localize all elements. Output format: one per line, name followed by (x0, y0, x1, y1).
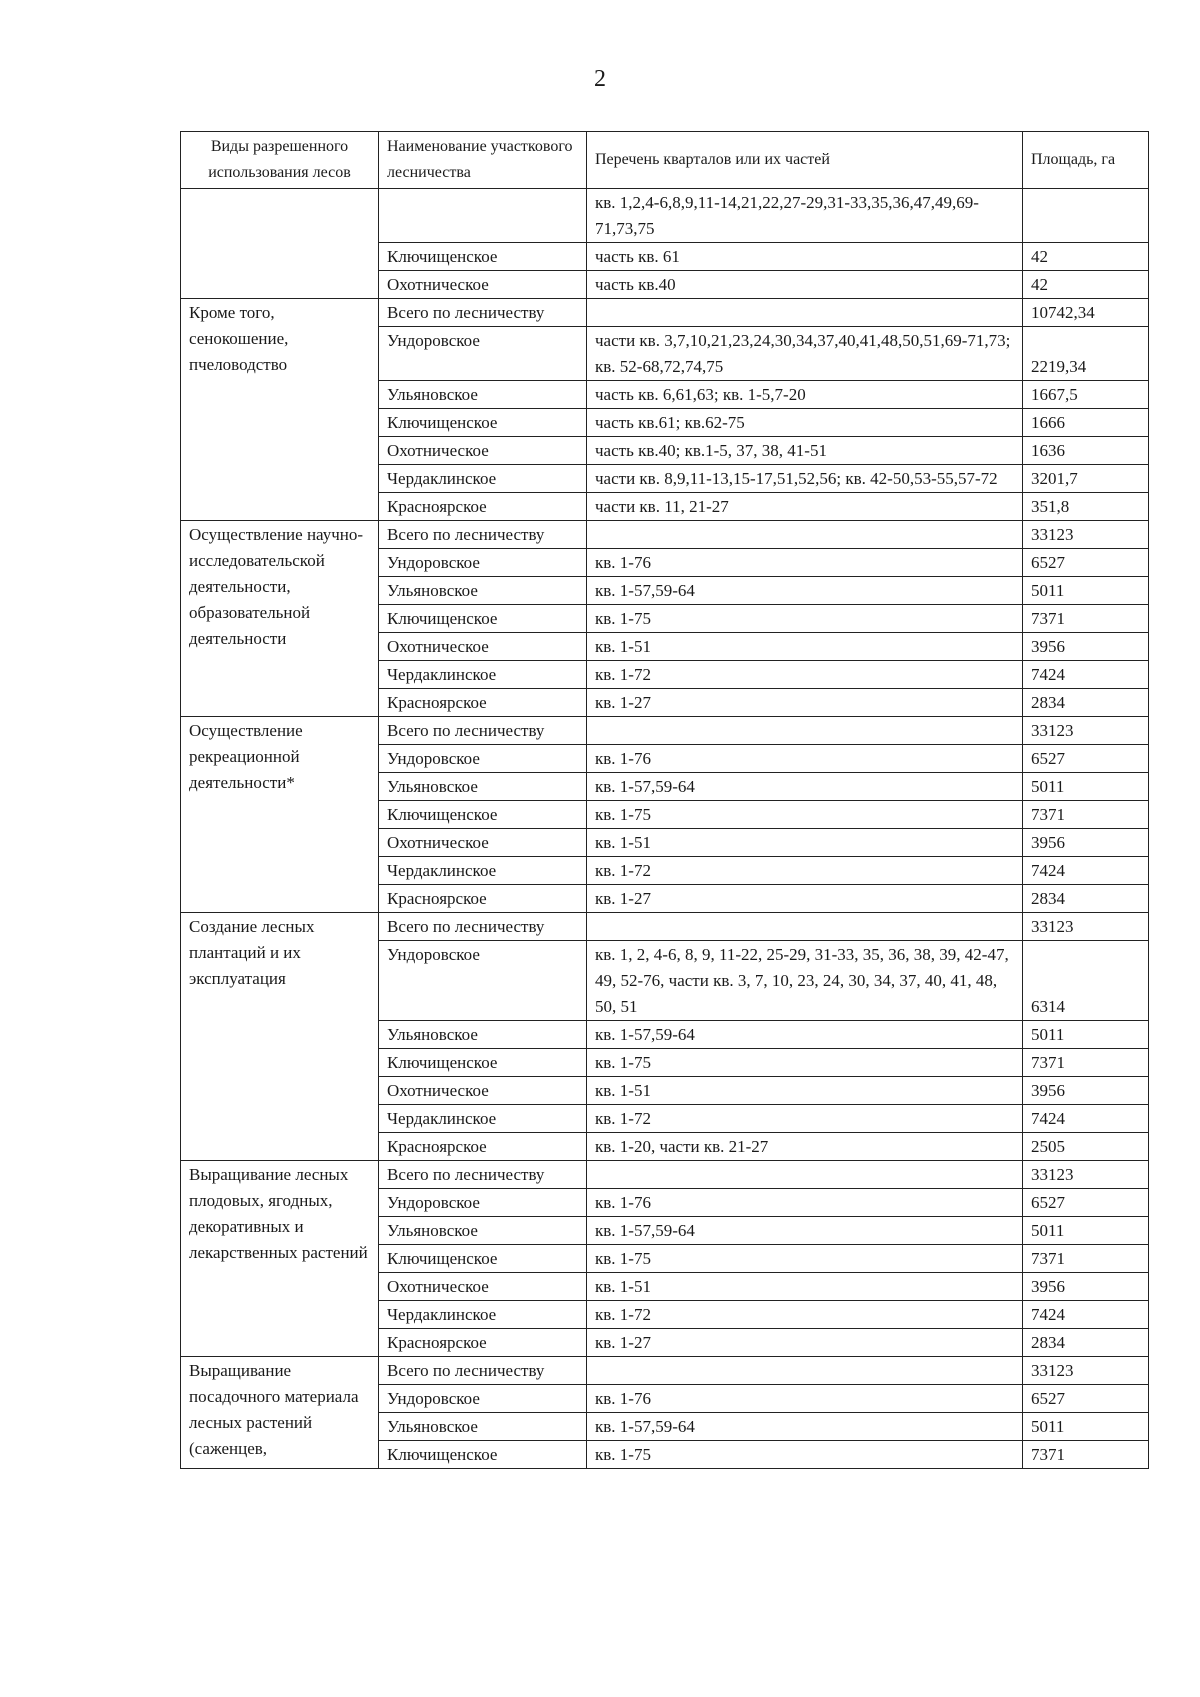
area-cell: 10742,34 (1023, 299, 1149, 327)
area-cell: 5011 (1023, 1021, 1149, 1049)
page-number: 2 (594, 66, 606, 92)
use-type-cell: Создание лесных плантаций и их эксплуатация (181, 913, 379, 1161)
district-cell: Охотническое (379, 1077, 587, 1105)
district-cell: Ключищенское (379, 409, 587, 437)
quarters-cell: кв. 1-27 (587, 689, 1023, 717)
quarters-cell: кв. 1-75 (587, 801, 1023, 829)
area-cell: 2834 (1023, 689, 1149, 717)
quarters-cell: кв. 1-72 (587, 1301, 1023, 1329)
quarters-cell: часть кв.40 (587, 271, 1023, 299)
area-cell: 1667,5 (1023, 381, 1149, 409)
quarters-cell: кв. 1-75 (587, 1049, 1023, 1077)
quarters-cell: кв. 1, 2, 4-6, 8, 9, 11-22, 25-29, 31-33, 35, 36, 38, 39, 42-47, 49, 52-76, части кв. 3, 7, 10, 23, 24, 30, 34, 37, 40, 41, 48, 50, 51 (587, 941, 1023, 1021)
quarters-cell: кв. 1-51 (587, 1077, 1023, 1105)
district-cell: Всего по лесничеству (379, 717, 587, 745)
quarters-cell: кв. 1-57,59-64 (587, 773, 1023, 801)
quarters-cell: кв. 1-57,59-64 (587, 577, 1023, 605)
district-cell: Красноярское (379, 885, 587, 913)
area-cell: 42 (1023, 271, 1149, 299)
quarters-cell: кв. 1-72 (587, 857, 1023, 885)
table-row (181, 717, 1149, 745)
district-cell: Чердаклинское (379, 1301, 587, 1329)
quarters-cell: часть кв.61; кв.62-75 (587, 409, 1023, 437)
quarters-cell: кв. 1-57,59-64 (587, 1021, 1023, 1049)
district-cell: Всего по лесничеству (379, 1357, 587, 1385)
area-cell: 42 (1023, 243, 1149, 271)
area-cell: 7371 (1023, 605, 1149, 633)
district-cell: Ключищенское (379, 605, 587, 633)
district-cell: Чердаклинское (379, 465, 587, 493)
table-row (181, 299, 1149, 327)
area-cell: 33123 (1023, 1357, 1149, 1385)
area-cell: 6527 (1023, 745, 1149, 773)
header-area: Площадь, га (1023, 132, 1149, 189)
quarters-cell: кв. 1-51 (587, 829, 1023, 857)
area-cell: 5011 (1023, 773, 1149, 801)
area-cell: 2505 (1023, 1133, 1149, 1161)
quarters-cell: часть кв.40; кв.1-5, 37, 38, 41-51 (587, 437, 1023, 465)
district-cell: Ульяновское (379, 381, 587, 409)
district-cell: Ульяновское (379, 1413, 587, 1441)
quarters-cell: часть кв. 6,61,63; кв. 1-5,7-20 (587, 381, 1023, 409)
area-cell: 33123 (1023, 913, 1149, 941)
area-cell: 3956 (1023, 829, 1149, 857)
table-row (181, 913, 1149, 941)
quarters-cell: кв. 1-76 (587, 1189, 1023, 1217)
area-cell: 5011 (1023, 577, 1149, 605)
area-cell: 3956 (1023, 1077, 1149, 1105)
district-cell: Красноярское (379, 1133, 587, 1161)
area-cell: 1666 (1023, 409, 1149, 437)
quarters-cell: кв. 1-75 (587, 1441, 1023, 1469)
quarters-cell (587, 1357, 1023, 1385)
area-cell: 3201,7 (1023, 465, 1149, 493)
table-header (181, 132, 1149, 189)
district-cell: Ундоровское (379, 941, 587, 1021)
quarters-cell: часть кв. 61 (587, 243, 1023, 271)
area-cell: 7424 (1023, 1105, 1149, 1133)
area-cell: 6527 (1023, 1385, 1149, 1413)
district-cell: Ключищенское (379, 243, 587, 271)
quarters-cell (587, 1161, 1023, 1189)
district-cell: Охотническое (379, 271, 587, 299)
table-row (181, 1357, 1149, 1385)
district-cell: Охотническое (379, 633, 587, 661)
district-cell (379, 189, 587, 243)
use-type-cell: Кроме того, сенокошение, пчеловодство (181, 299, 379, 521)
area-cell: 3956 (1023, 1273, 1149, 1301)
district-cell: Ундоровское (379, 549, 587, 577)
use-type-cell (181, 189, 379, 299)
district-cell: Чердаклинское (379, 857, 587, 885)
quarters-cell: кв. 1-57,59-64 (587, 1217, 1023, 1245)
district-cell: Ключищенское (379, 1441, 587, 1469)
use-type-cell: Выращивание посадочного материала лесных растений (саженцев, (181, 1357, 379, 1469)
table-body (181, 189, 1149, 1469)
district-cell: Ундоровское (379, 1189, 587, 1217)
quarters-cell: кв. 1-27 (587, 885, 1023, 913)
district-cell: Охотническое (379, 437, 587, 465)
quarters-cell: кв. 1-75 (587, 1245, 1023, 1273)
quarters-cell (587, 717, 1023, 745)
area-cell: 3956 (1023, 633, 1149, 661)
area-cell: 7424 (1023, 661, 1149, 689)
district-cell: Охотническое (379, 829, 587, 857)
area-cell: 2834 (1023, 885, 1149, 913)
area-cell: 5011 (1023, 1413, 1149, 1441)
district-cell: Ульяновское (379, 1021, 587, 1049)
district-cell: Всего по лесничеству (379, 521, 587, 549)
district-cell: Ундоровское (379, 327, 587, 381)
area-cell: 1636 (1023, 437, 1149, 465)
header-row (181, 132, 1149, 189)
header-quarters: Перечень кварталов или их частей (587, 132, 1023, 189)
district-cell: Красноярское (379, 689, 587, 717)
header-district: Наименование участкового лесничества (379, 132, 587, 189)
quarters-cell: части кв. 3,7,10,21,23,24,30,34,37,40,41,48,50,51,69-71,73; кв. 52-68,72,74,75 (587, 327, 1023, 381)
district-cell: Чердаклинское (379, 661, 587, 689)
district-cell: Ундоровское (379, 745, 587, 773)
table-row (181, 189, 1149, 243)
district-cell: Ульяновское (379, 773, 587, 801)
area-cell: 6527 (1023, 549, 1149, 577)
district-cell: Чердаклинское (379, 1105, 587, 1133)
district-cell: Ключищенское (379, 1245, 587, 1273)
area-cell: 7371 (1023, 1245, 1149, 1273)
header-use-type: Виды разрешенного использования лесов (181, 132, 379, 189)
quarters-cell (587, 913, 1023, 941)
district-cell: Ульяновское (379, 577, 587, 605)
area-cell: 6527 (1023, 1189, 1149, 1217)
district-cell: Ключищенское (379, 801, 587, 829)
district-cell: Ульяновское (379, 1217, 587, 1245)
quarters-cell: кв. 1-76 (587, 1385, 1023, 1413)
use-type-cell: Осуществление научно-исследовательской деятельности, образовательной деятельности (181, 521, 379, 717)
area-cell: 33123 (1023, 521, 1149, 549)
quarters-cell: кв. 1-51 (587, 1273, 1023, 1301)
quarters-cell: части кв. 8,9,11-13,15-17,51,52,56; кв. 42-50,53-55,57-72 (587, 465, 1023, 493)
area-cell: 351,8 (1023, 493, 1149, 521)
district-cell: Ключищенское (379, 1049, 587, 1077)
quarters-cell: кв. 1-51 (587, 633, 1023, 661)
district-cell: Охотническое (379, 1273, 587, 1301)
district-cell: Всего по лесничеству (379, 913, 587, 941)
forest-use-table (180, 131, 1149, 1469)
quarters-cell: кв. 1-76 (587, 745, 1023, 773)
district-cell: Красноярское (379, 1329, 587, 1357)
area-cell: 6314 (1023, 941, 1149, 1021)
quarters-cell (587, 299, 1023, 327)
area-cell: 7371 (1023, 1441, 1149, 1469)
use-type-cell: Осуществление рекреационной деятельности* (181, 717, 379, 913)
quarters-cell: кв. 1-75 (587, 605, 1023, 633)
area-cell: 7424 (1023, 857, 1149, 885)
quarters-cell: кв. 1-76 (587, 549, 1023, 577)
table-row (181, 1161, 1149, 1189)
area-cell: 7371 (1023, 801, 1149, 829)
quarters-cell: части кв. 11, 21-27 (587, 493, 1023, 521)
district-cell: Всего по лесничеству (379, 1161, 587, 1189)
area-cell: 7424 (1023, 1301, 1149, 1329)
area-cell: 33123 (1023, 717, 1149, 745)
area-cell: 2834 (1023, 1329, 1149, 1357)
quarters-cell: кв. 1,2,4-6,8,9,11-14,21,22,27-29,31-33,35,36,47,49,69-71,73,75 (587, 189, 1023, 243)
district-cell: Ундоровское (379, 1385, 587, 1413)
quarters-cell (587, 521, 1023, 549)
quarters-cell: кв. 1-20, части кв. 21-27 (587, 1133, 1023, 1161)
district-cell: Всего по лесничеству (379, 299, 587, 327)
use-type-cell: Выращивание лесных плодовых, ягодных, декоративных и лекарственных растений (181, 1161, 379, 1357)
area-cell: 7371 (1023, 1049, 1149, 1077)
area-cell: 33123 (1023, 1161, 1149, 1189)
quarters-cell: кв. 1-72 (587, 661, 1023, 689)
quarters-cell: кв. 1-57,59-64 (587, 1413, 1023, 1441)
area-cell (1023, 189, 1149, 243)
table-row (181, 521, 1149, 549)
quarters-cell: кв. 1-72 (587, 1105, 1023, 1133)
district-cell: Красноярское (379, 493, 587, 521)
quarters-cell: кв. 1-27 (587, 1329, 1023, 1357)
area-cell: 5011 (1023, 1217, 1149, 1245)
area-cell: 2219,34 (1023, 327, 1149, 381)
